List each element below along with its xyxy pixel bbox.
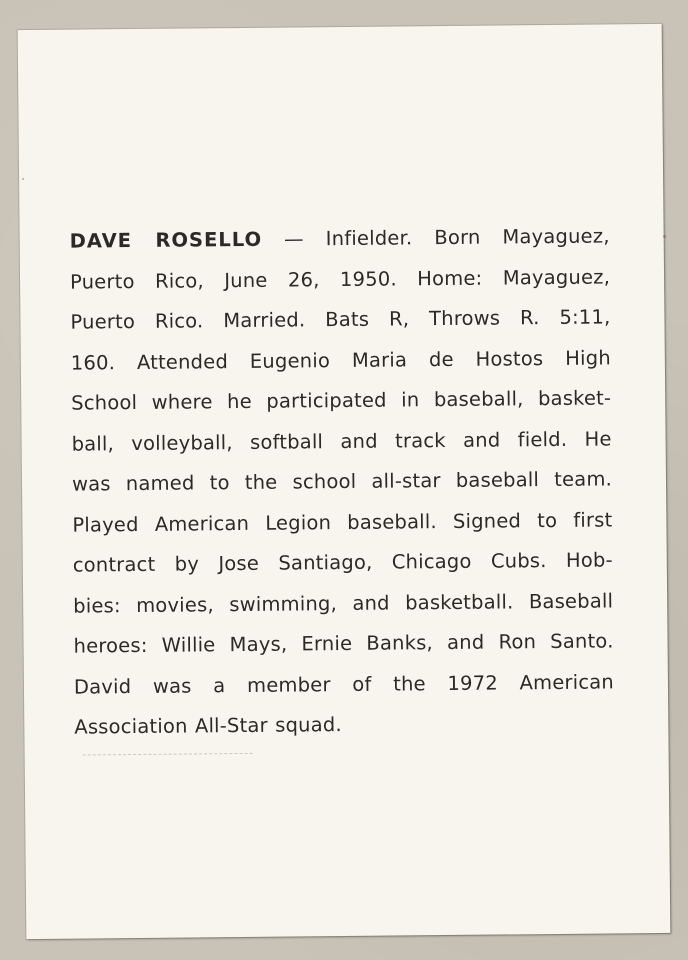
player-biography <box>69 216 614 748</box>
player-name: DAVE ROSELLO <box>69 227 263 253</box>
dust-speck <box>22 178 24 180</box>
bio-line-9: contract by Jose Santiago, Chicago Cubs. Hob- <box>72 548 613 577</box>
bio-line-10: bies: movies, swimming, and basketball. Baseball <box>73 588 614 618</box>
bio-line-1-text: Infielder. Born Mayaguez, <box>325 224 610 251</box>
baseball-card-back <box>18 24 671 939</box>
bio-line-4: 160. Attended Eugenio Maria de Hostos High <box>70 345 611 375</box>
name-separator: — <box>261 227 326 251</box>
bio-line-8: Played American Legion baseball. Signed to first <box>72 507 613 537</box>
faint-print-mark <box>83 753 253 756</box>
bio-line-2: Puerto Rico, June 26, 1950. Home: Mayaguez, <box>69 264 611 294</box>
dust-speck <box>663 235 666 238</box>
bio-line-7: was named to the school all-star baseball team. <box>71 467 613 496</box>
bio-line-6: ball, volleyball, softball and track and field. He <box>71 426 612 456</box>
bio-line-13: Association All-Star squad. <box>74 713 342 739</box>
bio-line-1 <box>69 216 609 262</box>
bio-line-3: Puerto Rico. Married. Bats R, Throws R. 5:11, <box>70 305 611 334</box>
bio-line-5: School where he participated in baseball, basket- <box>71 386 612 415</box>
bio-line-12: David was a member of the 1972 American <box>73 669 615 699</box>
bio-line-11: heroes: Willie Mays, Ernie Banks, and Ron Santo. <box>73 629 614 658</box>
